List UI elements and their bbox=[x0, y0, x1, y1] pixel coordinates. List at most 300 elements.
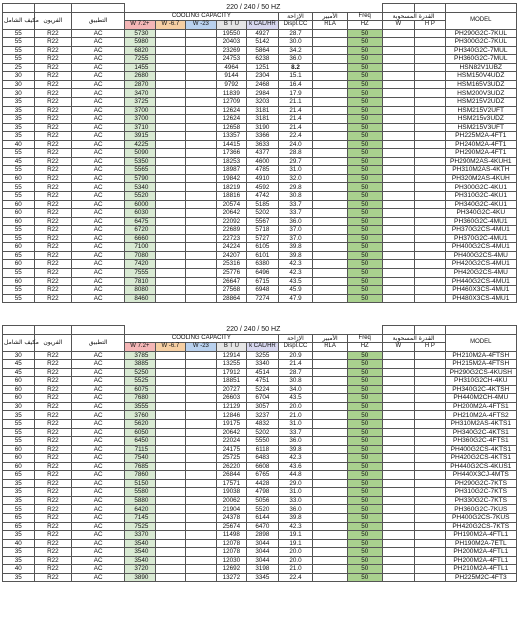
power-w-cell bbox=[382, 488, 415, 497]
capacity-w72-cell: 6075 bbox=[125, 385, 156, 394]
capacity-w23-cell bbox=[186, 89, 217, 98]
table-row bbox=[3, 209, 517, 218]
application-cell: 65 bbox=[3, 471, 35, 480]
power-hp-cell bbox=[415, 226, 446, 235]
capacity-w23-cell bbox=[186, 294, 217, 303]
model-cell: PH400G2CS-4MU bbox=[445, 251, 516, 260]
refrigerant-cell: R22 bbox=[34, 268, 72, 277]
application-cell: 45 bbox=[3, 360, 35, 369]
kcal-cell: 3181 bbox=[247, 115, 279, 124]
power-w-cell bbox=[382, 166, 415, 175]
displacement-cell: 36.0 bbox=[278, 217, 313, 226]
model-cell: PH480X3CS-4MU1 bbox=[445, 294, 516, 303]
frequency-cell: 50 bbox=[347, 368, 382, 377]
table-row bbox=[3, 157, 517, 166]
capacity-w67-cell bbox=[155, 377, 186, 386]
header-w23: W -23 bbox=[186, 21, 217, 30]
application-cell: 55 bbox=[3, 294, 35, 303]
frequency-cell: 50 bbox=[347, 522, 382, 531]
btu-cell: 27568 bbox=[216, 286, 247, 295]
power-hp-cell bbox=[415, 573, 446, 582]
application-cell: 35 bbox=[3, 488, 35, 497]
capacity-w72-cell: 3725 bbox=[125, 98, 156, 107]
capacity-w67-cell bbox=[155, 573, 186, 582]
frequency-cell: 50 bbox=[347, 573, 382, 582]
refrigerant-cell: R22 bbox=[34, 260, 72, 269]
table-row bbox=[3, 402, 517, 411]
power-hp-cell bbox=[415, 80, 446, 89]
capacity-w72-cell: 5250 bbox=[125, 368, 156, 377]
header-rla-ar: الأمبير bbox=[313, 12, 348, 21]
btu-cell: 12078 bbox=[216, 548, 247, 557]
capacity-w23-cell bbox=[186, 166, 217, 175]
capacity-w67-cell bbox=[155, 514, 186, 523]
kcal-cell: 6238 bbox=[247, 55, 279, 64]
capacity-w72-cell: 7680 bbox=[125, 394, 156, 403]
power-w-cell bbox=[382, 209, 415, 218]
capacity-w67-cell bbox=[155, 106, 186, 115]
displacement-cell: 22.4 bbox=[278, 132, 313, 141]
capacity-w67-cell bbox=[155, 445, 186, 454]
capacity-w23-cell bbox=[186, 514, 217, 523]
power-hp-cell bbox=[415, 385, 446, 394]
application-cell: 55 bbox=[3, 505, 35, 514]
capacity-w23-cell bbox=[186, 98, 217, 107]
table-row bbox=[3, 80, 517, 89]
table-row bbox=[3, 565, 517, 574]
btu-cell: 13357 bbox=[216, 132, 247, 141]
capacity-w67-cell bbox=[155, 166, 186, 175]
model-cell: PH200M2A-4FTS1 bbox=[445, 402, 516, 411]
displacement-cell: 33.0 bbox=[278, 496, 313, 505]
frequency-cell: 50 bbox=[347, 402, 382, 411]
capacity-w67-cell bbox=[155, 454, 186, 463]
power-hp-cell bbox=[415, 277, 446, 286]
usage-cell: AC bbox=[72, 260, 125, 269]
btu-cell: 19175 bbox=[216, 420, 247, 429]
header-power-ar: القدرة المسحوبة bbox=[382, 334, 445, 343]
header-displ: Displ.CC bbox=[278, 21, 313, 30]
capacity-w23-cell bbox=[186, 174, 217, 183]
btu-cell: 22723 bbox=[216, 234, 247, 243]
capacity-w72-cell: 5980 bbox=[125, 38, 156, 47]
displacement-cell: 42.3 bbox=[278, 260, 313, 269]
model-cell: PH310M2AS-4KTH bbox=[445, 166, 516, 175]
power-w-cell bbox=[382, 514, 415, 523]
rla-cell bbox=[313, 251, 348, 260]
refrigerant-cell: R22 bbox=[34, 488, 72, 497]
displacement-cell: 36.0 bbox=[278, 437, 313, 446]
kcal-cell: 6608 bbox=[247, 462, 279, 471]
usage-cell: AC bbox=[72, 183, 125, 192]
capacity-w23-cell bbox=[186, 471, 217, 480]
capacity-w67-cell bbox=[155, 420, 186, 429]
displacement-cell: 16.4 bbox=[278, 80, 313, 89]
header-w: W bbox=[382, 343, 415, 352]
displacement-cell: 22.4 bbox=[278, 573, 313, 582]
kcal-cell: 3198 bbox=[247, 565, 279, 574]
frequency-cell: 50 bbox=[347, 166, 382, 175]
header-kcal: k CAL/HR bbox=[247, 343, 279, 352]
capacity-w67-cell bbox=[155, 174, 186, 183]
rla-cell bbox=[313, 29, 348, 38]
btu-cell: 22092 bbox=[216, 217, 247, 226]
kcal-cell: 4751 bbox=[247, 377, 279, 386]
table-row bbox=[3, 411, 517, 420]
kcal-cell: 6105 bbox=[247, 243, 279, 252]
rla-cell bbox=[313, 260, 348, 269]
header-model: MODEL bbox=[445, 334, 516, 351]
frequency-cell: 50 bbox=[347, 106, 382, 115]
table-row bbox=[3, 46, 517, 55]
table-row bbox=[3, 98, 517, 107]
capacity-w72-cell: 6450 bbox=[125, 437, 156, 446]
capacity-w72-cell: 7540 bbox=[125, 454, 156, 463]
model-cell: PH360G2C-4FTS1 bbox=[445, 437, 516, 446]
refrigerant-cell: R22 bbox=[34, 445, 72, 454]
power-hp-cell bbox=[415, 98, 446, 107]
usage-cell: AC bbox=[72, 251, 125, 260]
table-row bbox=[3, 539, 517, 548]
capacity-w67-cell bbox=[155, 548, 186, 557]
table-row bbox=[3, 377, 517, 386]
application-cell: 55 bbox=[3, 286, 35, 295]
table-row bbox=[3, 294, 517, 303]
btu-cell: 17366 bbox=[216, 149, 247, 158]
table-row bbox=[3, 277, 517, 286]
kcal-cell: 6118 bbox=[247, 445, 279, 454]
power-hp-cell bbox=[415, 411, 446, 420]
kcal-cell: 4785 bbox=[247, 166, 279, 175]
power-hp-cell bbox=[415, 471, 446, 480]
voltage-label-2: 220 / 240 / 50 HZ bbox=[226, 325, 281, 333]
displacement-cell: 8.2 bbox=[278, 63, 313, 72]
header-w: W bbox=[382, 21, 415, 30]
application-cell: 60 bbox=[3, 445, 35, 454]
table-row bbox=[3, 454, 517, 463]
kcal-cell: 2984 bbox=[247, 89, 279, 98]
capacity-w67-cell bbox=[155, 556, 186, 565]
power-w-cell bbox=[382, 445, 415, 454]
power-hp-cell bbox=[415, 72, 446, 81]
displacement-cell: 19.1 bbox=[278, 539, 313, 548]
capacity-w23-cell bbox=[186, 531, 217, 540]
btu-cell: 24224 bbox=[216, 243, 247, 252]
capacity-w67-cell bbox=[155, 209, 186, 218]
usage-cell: AC bbox=[72, 360, 125, 369]
displacement-cell: 39.8 bbox=[278, 445, 313, 454]
displacement-cell: 32.0 bbox=[278, 174, 313, 183]
rla-cell bbox=[313, 360, 348, 369]
power-w-cell bbox=[382, 149, 415, 158]
application-cell: 40 bbox=[3, 539, 35, 548]
usage-cell: AC bbox=[72, 192, 125, 201]
rla-cell bbox=[313, 454, 348, 463]
power-hp-cell bbox=[415, 234, 446, 243]
usage-cell: AC bbox=[72, 166, 125, 175]
displacement-cell: 20.9 bbox=[278, 351, 313, 360]
btu-cell: 24207 bbox=[216, 251, 247, 260]
usage-cell: AC bbox=[72, 80, 125, 89]
model-cell: PH440X3CJ-4MTS bbox=[445, 471, 516, 480]
model-cell: HSM150V4UDZ bbox=[445, 72, 516, 81]
model-cell: PH200M2A-4FTL1 bbox=[445, 556, 516, 565]
application-cell: 35 bbox=[3, 479, 35, 488]
btu-cell: 19038 bbox=[216, 488, 247, 497]
capacity-w72-cell: 3540 bbox=[125, 548, 156, 557]
displacement-cell: 39.8 bbox=[278, 514, 313, 523]
usage-cell: AC bbox=[72, 496, 125, 505]
power-w-cell bbox=[382, 63, 415, 72]
model-cell: PH440G2CS-4KUS1 bbox=[445, 462, 516, 471]
displacement-cell: 20.0 bbox=[278, 402, 313, 411]
capacity-w67-cell bbox=[155, 260, 186, 269]
rla-cell bbox=[313, 63, 348, 72]
frequency-cell: 50 bbox=[347, 209, 382, 218]
power-w-cell bbox=[382, 200, 415, 209]
displacement-cell: 28.7 bbox=[278, 29, 313, 38]
capacity-w72-cell: 2870 bbox=[125, 80, 156, 89]
model-cell: PH340G2C-7MUL bbox=[445, 46, 516, 55]
power-w-cell bbox=[382, 360, 415, 369]
btu-cell: 24378 bbox=[216, 514, 247, 523]
capacity-w72-cell: 5150 bbox=[125, 479, 156, 488]
kcal-cell: 3044 bbox=[247, 548, 279, 557]
usage-cell: AC bbox=[72, 89, 125, 98]
refrigerant-cell: R22 bbox=[34, 573, 72, 582]
capacity-w72-cell: 5525 bbox=[125, 377, 156, 386]
table-row bbox=[3, 268, 517, 277]
usage-cell: AC bbox=[72, 149, 125, 158]
power-w-cell bbox=[382, 522, 415, 531]
capacity-w23-cell bbox=[186, 72, 217, 81]
header-hp: H P bbox=[415, 343, 446, 352]
capacity-w72-cell: 3760 bbox=[125, 411, 156, 420]
capacity-w72-cell: 3470 bbox=[125, 89, 156, 98]
displacement-cell: 30.8 bbox=[278, 377, 313, 386]
capacity-w23-cell bbox=[186, 462, 217, 471]
capacity-w72-cell: 6660 bbox=[125, 234, 156, 243]
capacity-w23-cell bbox=[186, 488, 217, 497]
usage-cell: AC bbox=[72, 217, 125, 226]
header-rla-ar: الأمبير bbox=[313, 334, 348, 343]
capacity-w67-cell bbox=[155, 234, 186, 243]
usage-cell: AC bbox=[72, 437, 125, 446]
capacity-w23-cell bbox=[186, 115, 217, 124]
kcal-cell: 5550 bbox=[247, 437, 279, 446]
frequency-cell: 50 bbox=[347, 471, 382, 480]
capacity-w72-cell: 3915 bbox=[125, 132, 156, 141]
btu-cell: 20642 bbox=[216, 209, 247, 218]
displacement-cell: 43.6 bbox=[278, 462, 313, 471]
displacement-cell: 45.9 bbox=[278, 286, 313, 295]
capacity-w23-cell bbox=[186, 46, 217, 55]
displacement-cell: 44.8 bbox=[278, 471, 313, 480]
table-row bbox=[3, 420, 517, 429]
rla-cell bbox=[313, 505, 348, 514]
frequency-cell: 50 bbox=[347, 192, 382, 201]
displacement-cell: 36.0 bbox=[278, 55, 313, 64]
usage-cell: AC bbox=[72, 63, 125, 72]
power-hp-cell bbox=[415, 462, 446, 471]
btu-cell: 9144 bbox=[216, 72, 247, 81]
power-hp-cell bbox=[415, 243, 446, 252]
model-cell: PH400G2CS-4MU1 bbox=[445, 243, 516, 252]
table-row bbox=[3, 505, 517, 514]
displacement-cell: 33.7 bbox=[278, 200, 313, 209]
usage-cell: AC bbox=[72, 286, 125, 295]
power-w-cell bbox=[382, 402, 415, 411]
table-row bbox=[3, 522, 517, 531]
frequency-cell: 50 bbox=[347, 123, 382, 132]
power-w-cell bbox=[382, 351, 415, 360]
table-row bbox=[3, 38, 517, 47]
application-cell: 30 bbox=[3, 402, 35, 411]
kcal-cell: 4798 bbox=[247, 488, 279, 497]
refrigerant-cell: R22 bbox=[34, 548, 72, 557]
power-w-cell bbox=[382, 496, 415, 505]
application-cell: 55 bbox=[3, 268, 35, 277]
header-w23: W -23 bbox=[186, 343, 217, 352]
table-row bbox=[3, 123, 517, 132]
header-w67: W -6.7 bbox=[155, 21, 186, 30]
usage-cell: AC bbox=[72, 420, 125, 429]
kcal-cell: 6715 bbox=[247, 277, 279, 286]
table-row bbox=[3, 286, 517, 295]
power-hp-cell bbox=[415, 157, 446, 166]
table-row bbox=[3, 351, 517, 360]
kcal-cell: 5202 bbox=[247, 428, 279, 437]
btu-cell: 20574 bbox=[216, 200, 247, 209]
frequency-cell: 50 bbox=[347, 277, 382, 286]
header-model: MODEL bbox=[445, 12, 516, 29]
refrigerant-cell: R22 bbox=[34, 402, 72, 411]
rla-cell bbox=[313, 157, 348, 166]
capacity-w23-cell bbox=[186, 445, 217, 454]
capacity-w23-cell bbox=[186, 106, 217, 115]
btu-cell: 18219 bbox=[216, 183, 247, 192]
displacement-cell: 21.1 bbox=[278, 98, 313, 107]
btu-cell: 24175 bbox=[216, 445, 247, 454]
power-hp-cell bbox=[415, 402, 446, 411]
compressor-spec-table-1 bbox=[2, 3, 517, 303]
refrigerant-cell: R22 bbox=[34, 38, 72, 47]
frequency-cell: 50 bbox=[347, 286, 382, 295]
capacity-w72-cell: 6420 bbox=[125, 505, 156, 514]
refrigerant-cell: R22 bbox=[34, 428, 72, 437]
model-cell: PH420G2CS-4KTS1 bbox=[445, 454, 516, 463]
usage-cell: AC bbox=[72, 115, 125, 124]
frequency-cell: 50 bbox=[347, 243, 382, 252]
power-hp-cell bbox=[415, 209, 446, 218]
application-cell: 35 bbox=[3, 106, 35, 115]
rla-cell bbox=[313, 488, 348, 497]
capacity-w67-cell bbox=[155, 411, 186, 420]
kcal-cell: 4832 bbox=[247, 420, 279, 429]
capacity-w23-cell bbox=[186, 38, 217, 47]
model-cell: PH210M2A-4FTL1 bbox=[445, 565, 516, 574]
power-hp-cell bbox=[415, 445, 446, 454]
refrigerant-cell: R22 bbox=[34, 454, 72, 463]
capacity-w72-cell: 5790 bbox=[125, 174, 156, 183]
table-row bbox=[3, 428, 517, 437]
refrigerant-cell: R22 bbox=[34, 192, 72, 201]
capacity-w23-cell bbox=[186, 260, 217, 269]
application-cell: 60 bbox=[3, 174, 35, 183]
power-hp-cell bbox=[415, 106, 446, 115]
power-w-cell bbox=[382, 98, 415, 107]
usage-cell: AC bbox=[72, 226, 125, 235]
refrigerant-cell: R22 bbox=[34, 72, 72, 81]
capacity-w23-cell bbox=[186, 286, 217, 295]
capacity-w67-cell bbox=[155, 98, 186, 107]
power-hp-cell bbox=[415, 251, 446, 260]
btu-cell: 26220 bbox=[216, 462, 247, 471]
capacity-w23-cell bbox=[186, 548, 217, 557]
btu-cell: 20642 bbox=[216, 428, 247, 437]
frequency-cell: 50 bbox=[347, 226, 382, 235]
power-w-cell bbox=[382, 217, 415, 226]
kcal-cell: 4742 bbox=[247, 192, 279, 201]
capacity-w72-cell: 5565 bbox=[125, 166, 156, 175]
model-cell: PH460X3CS-4MU1 bbox=[445, 286, 516, 295]
table-row bbox=[3, 479, 517, 488]
btu-cell: 12914 bbox=[216, 351, 247, 360]
refrigerant-cell: R22 bbox=[34, 166, 72, 175]
frequency-cell: 50 bbox=[347, 89, 382, 98]
table-row bbox=[3, 29, 517, 38]
displacement-cell: 47.9 bbox=[278, 294, 313, 303]
displacement-cell: 31.0 bbox=[278, 420, 313, 429]
power-w-cell bbox=[382, 385, 415, 394]
displacement-cell: 39.8 bbox=[278, 251, 313, 260]
header-w72: W 7.2+ bbox=[125, 343, 156, 352]
frequency-cell: 50 bbox=[347, 80, 382, 89]
displacement-cell: 21.4 bbox=[278, 360, 313, 369]
refrigerant-cell: R22 bbox=[34, 243, 72, 252]
header-usage-ar: التطبيق bbox=[72, 12, 125, 29]
table-row bbox=[3, 183, 517, 192]
table-row bbox=[3, 548, 517, 557]
power-w-cell bbox=[382, 454, 415, 463]
refrigerant-cell: R22 bbox=[34, 394, 72, 403]
capacity-w72-cell: 4225 bbox=[125, 140, 156, 149]
rla-cell bbox=[313, 243, 348, 252]
capacity-w72-cell: 5090 bbox=[125, 149, 156, 158]
application-cell: 35 bbox=[3, 573, 35, 582]
model-cell: HSM200V3UDZ bbox=[445, 89, 516, 98]
displacement-cell: 37.0 bbox=[278, 234, 313, 243]
displacement-cell: 39.8 bbox=[278, 243, 313, 252]
power-hp-cell bbox=[415, 89, 446, 98]
model-cell: PH290M2A-4FT1 bbox=[445, 149, 516, 158]
power-w-cell bbox=[382, 286, 415, 295]
power-w-cell bbox=[382, 294, 415, 303]
model-cell: PH310M2AS-4KTS1 bbox=[445, 420, 516, 429]
rla-cell bbox=[313, 548, 348, 557]
displacement-cell: 33.7 bbox=[278, 428, 313, 437]
kcal-cell: 5224 bbox=[247, 385, 279, 394]
usage-cell: AC bbox=[72, 200, 125, 209]
power-hp-cell bbox=[415, 368, 446, 377]
table-1-body bbox=[3, 29, 517, 303]
table-row bbox=[3, 251, 517, 260]
usage-cell: AC bbox=[72, 505, 125, 514]
model-cell: PH340G2C-4KU1 bbox=[445, 200, 516, 209]
frequency-cell: 50 bbox=[347, 514, 382, 523]
kcal-cell: 3044 bbox=[247, 556, 279, 565]
frequency-cell: 50 bbox=[347, 29, 382, 38]
